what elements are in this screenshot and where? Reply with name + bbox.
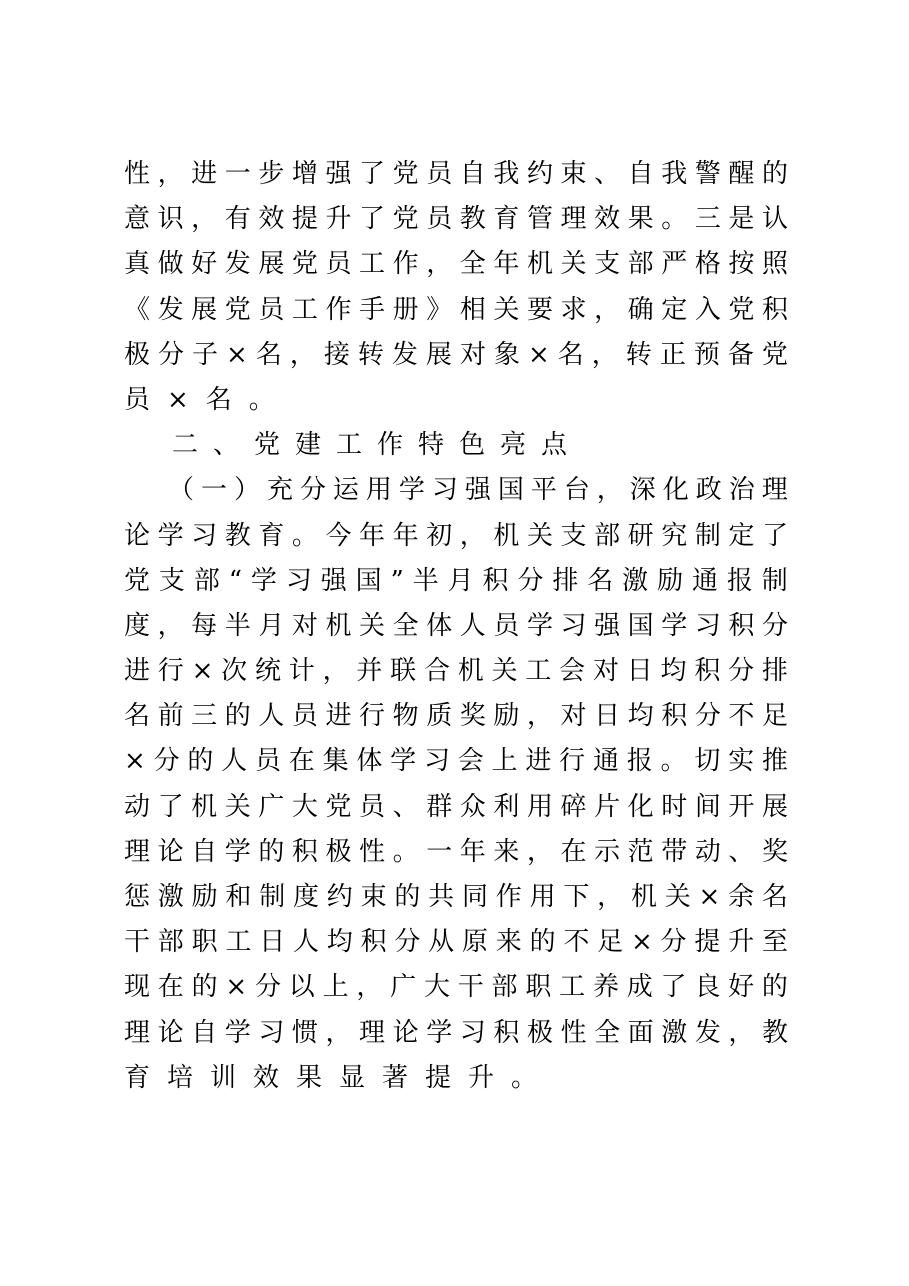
text-line: 《 发 展 党 员 工 作 手 册 》 相 关 要 求 ， 确 定 入 党 积 (124, 294, 788, 325)
text-line: 进 行 × 次 统 计 ， 并 联 合 机 关 工 会 对 日 均 积 分 排 (124, 656, 788, 687)
text-line: 度 ， 每 半 月 对 机 关 全 体 人 员 学 习 强 国 学 习 积 分 (124, 610, 788, 641)
text-line: 党 支 部 “ 学 习 强 国 ” 半 月 积 分 排 名 激 励 通 报 制 (124, 565, 788, 596)
text-line: 论 学 习 教 育 。 今 年 年 初 ， 机 关 支 部 研 究 制 定 了 (124, 520, 788, 551)
text-line: 理 论 自 学 习 惯 ， 理 论 学 习 积 极 性 全 面 激 发 ， 教 (124, 1017, 788, 1048)
text-line: 名 前 三 的 人 员 进 行 物 质 奖 励 ， 对 日 均 积 分 不 足 (124, 701, 788, 732)
text-line: × 分 的 人 员 在 集 体 学 习 会 上 进 行 通 报 。 切 实 推 (124, 746, 788, 777)
text-line: 理 论 自 学 的 积 极 性 。 一 年 来 ， 在 示 范 带 动 、 奖 (124, 836, 788, 867)
text-line: 干 部 职 工 日 人 均 积 分 从 原 来 的 不 足 × 分 提 升 至 (124, 927, 788, 958)
text-line: 员×名。 (124, 384, 292, 415)
text-line: 真 做 好 发 展 党 员 工 作 ， 全 年 机 关 支 部 严 格 按 照 (124, 249, 788, 280)
text-line: 现 在 的 × 分 以 上 ， 广 大 干 部 职 工 养 成 了 良 好 的 (124, 972, 788, 1003)
text-line: 育培训效果显著提升。 (124, 1062, 555, 1093)
text-line: 惩 激 励 和 制 度 约 束 的 共 同 作 用 下 ， 机 关 × 余 名 (124, 882, 788, 912)
text-line: 极 分 子 × 名 ， 接 转 发 展 对 象 × 名 ， 转 正 预 备 党 (124, 339, 788, 370)
body-text (124, 152, 788, 1101)
section-heading: 二、党建工作特色亮点 (172, 430, 583, 461)
text-line: 性 ， 进 一 步 增 强 了 党 员 自 我 约 束 、 自 我 警 醒 的 (124, 159, 788, 189)
text-line: 动 了 机 关 广 大 党 员 、 群 众 利 用 碎 片 化 时 间 开 展 (124, 791, 788, 822)
subsection-heading-line: （ 一 ） 充 分 运 用 学 习 强 国 平 台 ， 深 化 政 治 理 (168, 475, 788, 506)
text-line: 意 识 ， 有 效 提 升 了 党 员 教 育 管 理 效 果 。 三 是 认 (124, 204, 788, 235)
